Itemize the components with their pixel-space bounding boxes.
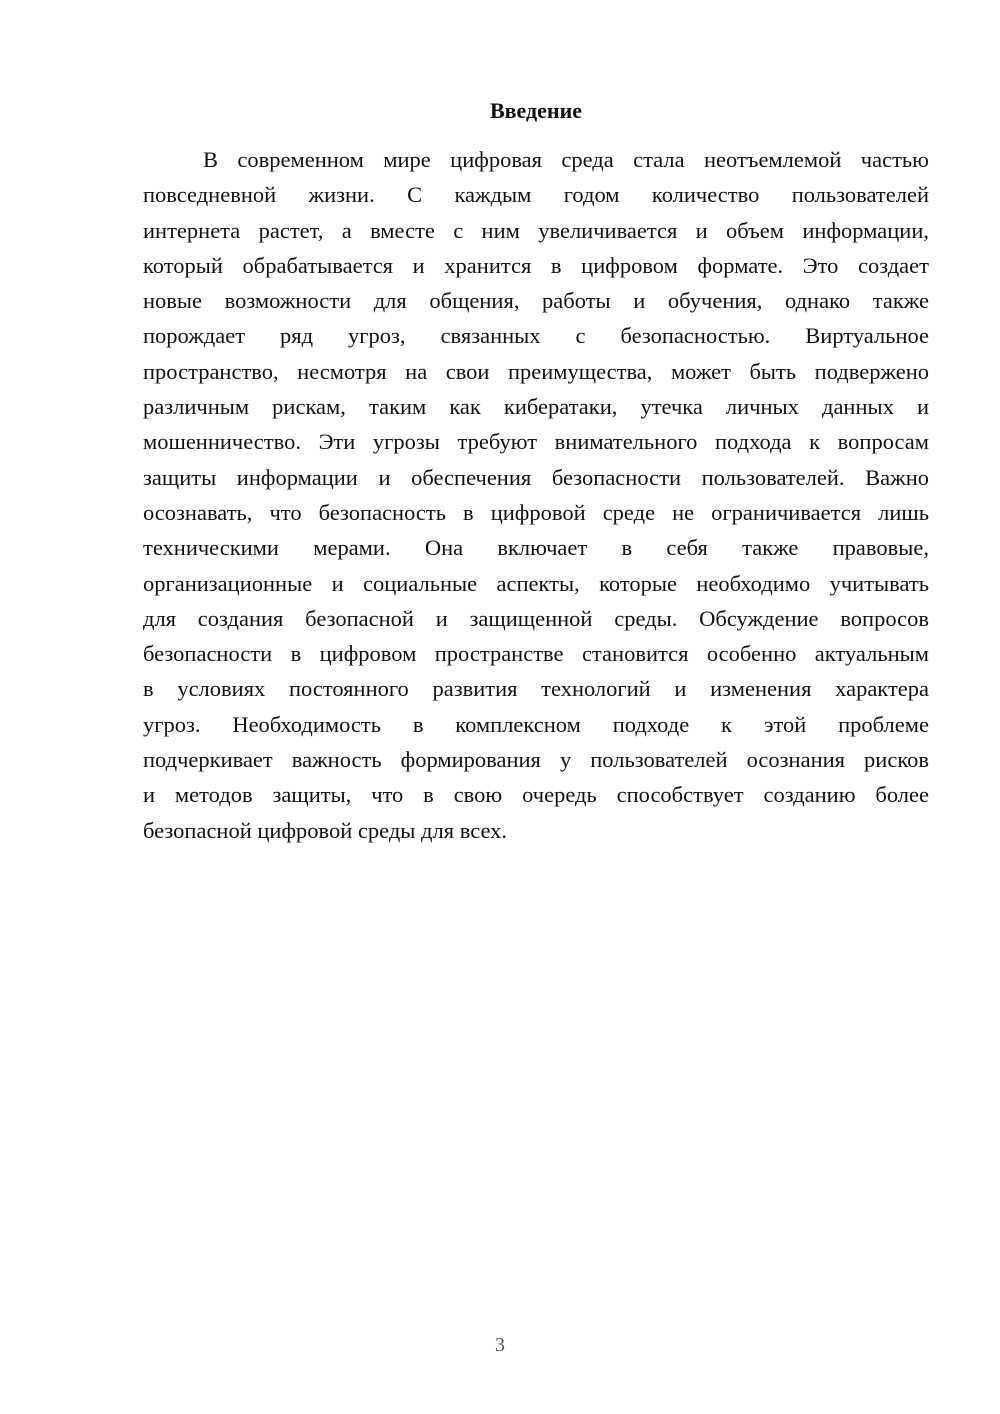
paragraph-line: подчеркивает важность формирования у пользователей осознания рисков [143, 747, 929, 773]
paragraph-line: угроз. Необходимость в комплексном подходе к этой проблеме [143, 711, 929, 737]
paragraph-line: мошенничество. Эти угрозы требуют внимательного подхода к вопросам [143, 429, 929, 455]
paragraph-line: новые возможности для общения, работы и обучения, однако также [143, 288, 929, 314]
paragraph-line: В современном мире цифровая среда стала неотъемлемой частью [203, 147, 929, 172]
page-number: 3 [495, 1334, 505, 1356]
paragraph-line: осознавать, что безопасность в цифровой среде не ограничивается лишь [143, 499, 929, 525]
paragraph-line: в условиях постоянного развития технологий и изменения характера [143, 676, 929, 702]
section-heading: Введение [489, 98, 583, 123]
paragraph-line: защиты информации и обеспечения безопасности пользователей. Важно [143, 464, 929, 490]
paragraph-line: пространство, несмотря на свои преимущества, может быть подвержено [143, 358, 929, 384]
paragraph-line: безопасной цифровой среды для всех. [143, 817, 508, 843]
paragraph-line: который обрабатывается и хранится в цифровом формате. Это создает [143, 252, 929, 278]
paragraph-line: и методов защиты, что в свою очередь способствует созданию более [143, 782, 929, 808]
paragraph-line: повседневной жизни. С каждым годом количество пользователей [143, 182, 929, 208]
paragraph-line: порождает ряд угроз, связанных с безопасностью. Виртуальное [143, 323, 929, 349]
paragraph-line: организационные и социальные аспекты, которые необходимо учитывать [143, 570, 929, 596]
paragraph-line: различным рискам, таким как кибератаки, утечка личных данных и [143, 394, 929, 420]
paragraph-line: безопасности в цифровом пространстве становится особенно актуальным [143, 641, 929, 667]
paragraph-line: для создания безопасной и защищенной среды. Обсуждение вопросов [143, 605, 929, 631]
paragraph-line: техническими мерами. Она включает в себя также правовые, [143, 535, 929, 561]
paragraph-line: интернета растет, а вместе с ним увеличивается и объем информации, [143, 217, 929, 243]
body-paragraph [143, 142, 929, 848]
